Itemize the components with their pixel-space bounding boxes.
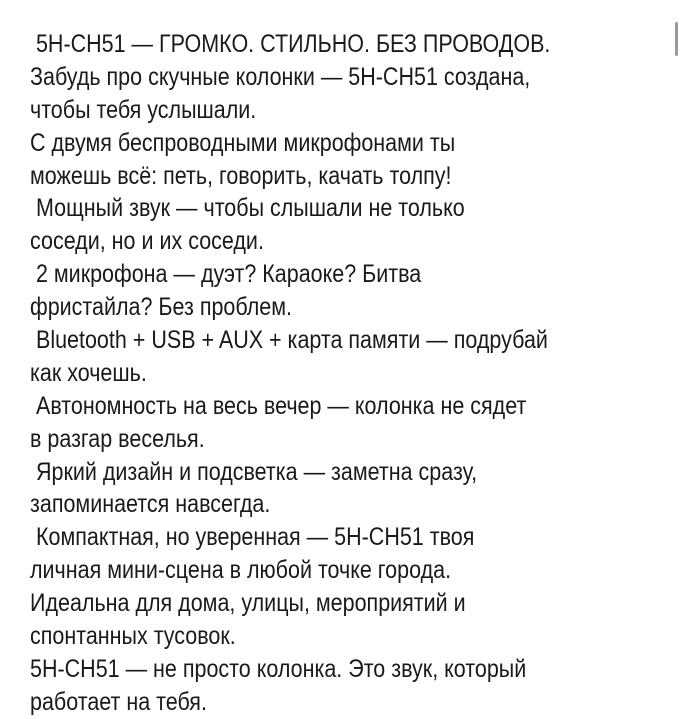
text-line: 5H-CH51 — не просто колонка. Это звук, который xyxy=(30,654,527,683)
product-description xyxy=(30,28,635,719)
text-line: соседи, но и их соседи. xyxy=(30,227,264,256)
scrollbar[interactable] xyxy=(675,22,678,56)
text-line: запоминается навсегда. xyxy=(30,490,271,519)
text-line: фристайла? Без проблем. xyxy=(30,293,293,322)
text-line: можешь всё: петь, говорить, качать толпу! xyxy=(30,161,452,190)
text-line: личная мини-сцена в любой точке города. xyxy=(30,556,452,585)
text-line: Яркий дизайн и подсветка — заметна сразу, xyxy=(30,457,478,486)
text-line: Идеальна для дома, улицы, мероприятий и xyxy=(30,589,466,618)
text-line: Bluetooth + USB + AUX + карта памяти — подрубай xyxy=(30,326,548,355)
text-line: Забудь про скучные колонки — 5H-CH51 создана, xyxy=(30,62,531,91)
text-line: Мощный звук — чтобы слышали не только xyxy=(30,194,465,223)
text-line: Автономность на весь вечер — колонка не сядет xyxy=(30,391,527,420)
text-line: в разгар веселья. xyxy=(30,424,205,453)
text-line: 5H-CH51 — ГРОМКО. СТИЛЬНО. БЕЗ ПРОВОДОВ. xyxy=(30,30,551,58)
text-line: чтобы тебя услышали. xyxy=(30,95,257,124)
text-line: 2 микрофона — дуэт? Караоке? Битва xyxy=(30,260,422,289)
text-line: С двумя беспроводными микрофонами ты xyxy=(30,128,456,157)
text-line: Компактная, но уверенная — 5H-CH51 твоя xyxy=(30,523,475,552)
text-line: спонтанных тусовок. xyxy=(30,622,236,651)
text-line: работает на тебя. xyxy=(30,687,207,716)
text-line: как хочешь. xyxy=(30,358,147,387)
